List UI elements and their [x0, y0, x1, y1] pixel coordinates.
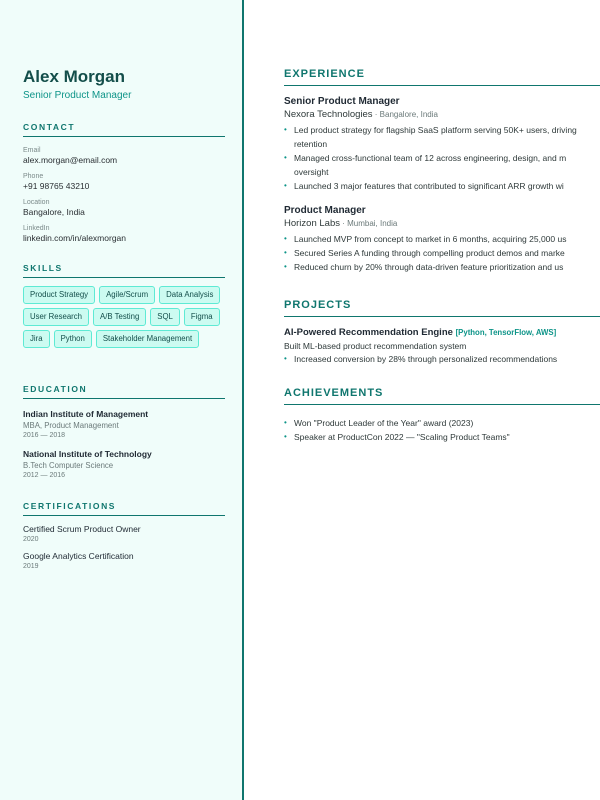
- certification-year: 2019: [23, 563, 39, 570]
- section-title-education: EDUCATION: [23, 384, 225, 399]
- contact-value: linkedin.com/in/alexmorgan: [23, 233, 126, 243]
- education-item: [23, 449, 225, 479]
- job-title: Senior Product Manager: [284, 96, 400, 107]
- contact-linkedin: [23, 225, 225, 243]
- job-company-line: [284, 218, 600, 229]
- list-item: [284, 151, 600, 165]
- education-school: Indian Institute of Management: [23, 409, 149, 419]
- bullet-text: Managed cross-functional team of 12 across engineering, design, and m: [294, 153, 567, 163]
- job-company: Nexora Technologies: [284, 109, 373, 120]
- certification-year: 2020: [23, 536, 39, 543]
- candidate-name: Alex Morgan: [23, 67, 126, 86]
- contact-label: LinkedIn: [23, 225, 50, 232]
- section-title-projects: PROJECTS: [284, 299, 600, 317]
- bullet-icon: •: [284, 354, 287, 363]
- list-item: [284, 179, 600, 193]
- contact-label: Phone: [23, 173, 44, 180]
- contact-section: [23, 122, 225, 243]
- list-item: [284, 430, 600, 444]
- projects-section: [284, 299, 600, 366]
- job-entry: [284, 205, 600, 274]
- bullet-text: retention: [294, 139, 328, 149]
- bullet-text: Reduced churn by 20% through data-driven feature prioritization and us: [294, 262, 564, 272]
- certification-item: [23, 524, 225, 543]
- project-name: AI-Powered Recommendation Engine: [284, 327, 453, 338]
- bullet-icon: •: [284, 181, 287, 190]
- list-item: [284, 260, 600, 274]
- section-title-contact: CONTACT: [23, 122, 225, 137]
- bullet-text: Speaker at ProductCon 2022 — "Scaling Product Teams": [294, 432, 510, 442]
- contact-label: Email: [23, 147, 41, 154]
- job-entry: [284, 96, 600, 193]
- project-title-line: [284, 327, 600, 338]
- contact-email: [23, 147, 225, 165]
- bullet-icon: •: [284, 153, 287, 162]
- job-title: Product Manager: [284, 205, 366, 216]
- list-item: [284, 352, 600, 366]
- bullet-icon: •: [284, 432, 287, 441]
- bullet-icon: •: [284, 418, 287, 427]
- sidebar: [0, 0, 244, 800]
- project-bullets: [284, 352, 600, 366]
- section-title-achievements: ACHIEVEMENTS: [284, 387, 600, 405]
- certifications-section: [23, 501, 225, 570]
- section-title-skills: SKILLS: [23, 263, 225, 278]
- bullet-icon: •: [284, 262, 287, 271]
- job-bullets: [284, 232, 600, 274]
- list-item: [284, 165, 600, 179]
- project-tech: [Python, TensorFlow, AWS]: [455, 328, 557, 337]
- bullet-text: Won "Product Leader of the Year" award (2023): [294, 418, 474, 428]
- certification-name: Google Analytics Certification: [23, 551, 134, 561]
- list-item: [284, 123, 600, 137]
- bullet-text: Secured Series A funding through compelling product demos and marke: [294, 248, 565, 258]
- list-item: [284, 416, 600, 430]
- skill-chip: SQL: [150, 308, 180, 326]
- bullet-text: Launched 3 major features that contributed to significant ARR growth wi: [294, 181, 564, 191]
- education-years: 2012 — 2016: [23, 472, 66, 479]
- skill-chip: A/B Testing: [93, 308, 146, 326]
- education-school: National Institute of Technology: [23, 449, 152, 459]
- contact-value: +91 98765 43210: [23, 181, 90, 191]
- education-degree: MBA, Product Management: [23, 421, 119, 430]
- contact-label: Location: [23, 199, 50, 206]
- job-company: Horizon Labs: [284, 218, 340, 229]
- education-degree: B.Tech Computer Science: [23, 461, 114, 470]
- bullet-text: Launched MVP from concept to market in 6 months, acquiring 25,000 us: [294, 234, 567, 244]
- certification-item: [23, 551, 225, 570]
- bullet-icon: •: [284, 125, 287, 134]
- skill-chip: Figma: [184, 308, 220, 326]
- job-location: · Bangalore, India: [372, 110, 438, 119]
- skill-chip: Jira: [23, 330, 50, 348]
- skill-chip: Agile/Scrum: [99, 286, 155, 304]
- skills-section: [23, 263, 225, 348]
- list-item: [284, 246, 600, 260]
- skill-chip: Data Analysis: [159, 286, 220, 304]
- candidate-role: Senior Product Manager: [23, 90, 132, 101]
- skills-list: [23, 286, 225, 348]
- contact-location: [23, 199, 225, 217]
- list-item: [284, 137, 600, 151]
- contact-phone: [23, 173, 225, 191]
- job-company-line: [284, 109, 600, 120]
- education-years: 2016 — 2018: [23, 432, 66, 439]
- achievements-section: [284, 387, 600, 444]
- project-description: Built ML-based product recommendation system: [284, 341, 467, 351]
- bullet-icon: •: [284, 248, 287, 257]
- bullet-icon: •: [284, 234, 287, 243]
- bullet-text: Increased conversion by 28% through personalized recommendations: [294, 354, 558, 364]
- certification-name: Certified Scrum Product Owner: [23, 524, 141, 534]
- job-bullets: [284, 123, 600, 193]
- skill-chip: Stakeholder Management: [96, 330, 199, 348]
- main-content: [284, 0, 600, 800]
- section-title-certifications: CERTIFICATIONS: [23, 501, 225, 516]
- section-title-experience: EXPERIENCE: [284, 68, 600, 86]
- list-item: [284, 232, 600, 246]
- bullet-text: Led product strategy for flagship SaaS platform serving 50K+ users, driving: [294, 125, 577, 135]
- education-section: [23, 384, 225, 479]
- bullet-text: oversight: [294, 167, 329, 177]
- contact-value: Bangalore, India: [23, 207, 85, 217]
- skill-chip: Python: [54, 330, 92, 348]
- experience-section: [284, 68, 600, 274]
- education-item: [23, 409, 225, 439]
- achievement-list: [284, 416, 600, 444]
- skill-chip: Product Strategy: [23, 286, 95, 304]
- skill-chip: User Research: [23, 308, 89, 326]
- contact-value: alex.morgan@email.com: [23, 155, 118, 165]
- job-location: · Mumbai, India: [339, 219, 398, 228]
